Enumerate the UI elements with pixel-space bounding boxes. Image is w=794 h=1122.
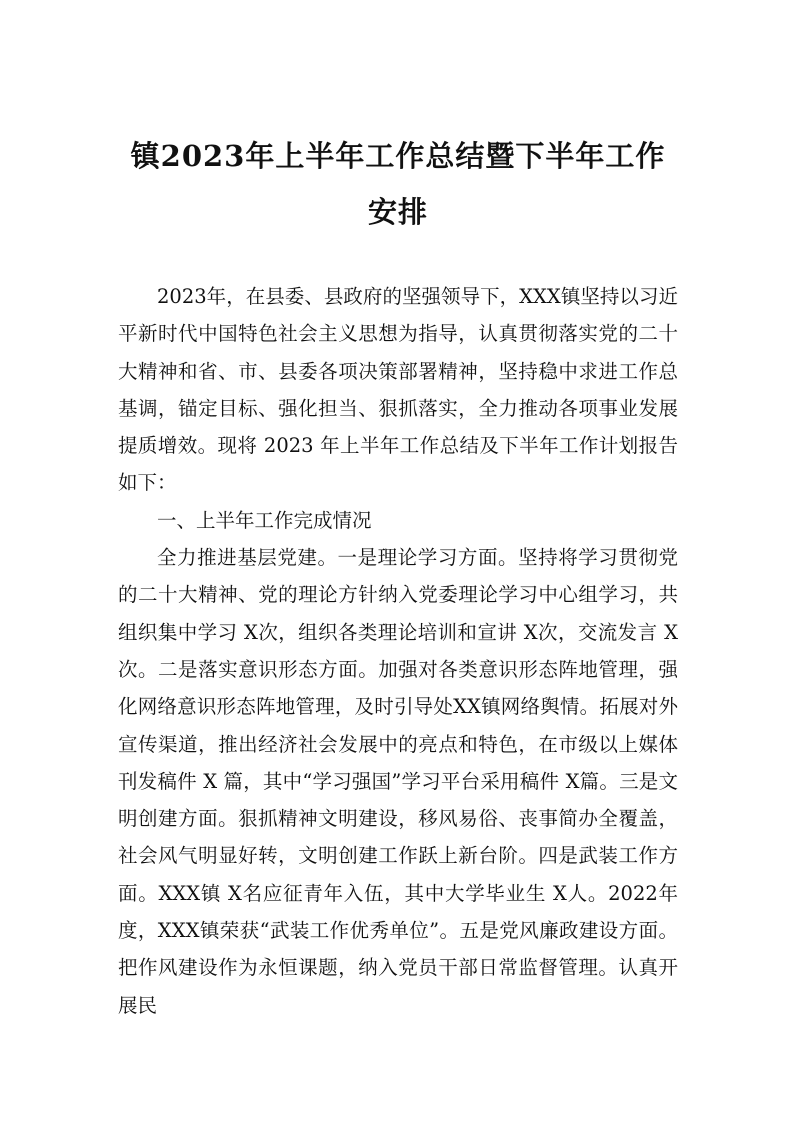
paragraph-intro: 2023年，在县委、县政府的坚强领导下，XXX镇坚持以习近平新时代中国特色社会主义思想为指导，认真贯彻落实党的二十大精神和省、市、县委各项决策部署精神，坚持稳中求进工作总基调，锚定目标、强化担当、狠抓落实，全力推动各项事业发展提质增效。现将 2023 年上半年工作总结及下半年工作计划报告如下： bbox=[118, 285, 678, 495]
section-heading: 一、上半年工作完成情况 bbox=[157, 508, 372, 532]
document-body bbox=[118, 278, 678, 1024]
document-title: 镇2023年上半年工作总结暨下半年工作安排 bbox=[130, 139, 666, 229]
paragraph-party-building: 全力推进基层党建。一是理论学习方面。坚持将学习贯彻党的二十大精神、党的理论方针纳入党委理论学习中心组学习，共组织集中学习 X次，组织各类理论培训和宣讲 X次，交流发言 X次。二是落实意识形态方面。加强对各类意识形态阵地管理，强化网络意识形态阵地管理，及时引导处XX镇网络舆情。拓展对外宣传渠道，推出经济社会发展中的亮点和特色，在市级以上媒体刊发稿件 X 篇，其中“学习强国”学习平台采用稿件 X篇。三是文明创建方面。狠抓精神文明建设，移风易俗、丧事简办全覆盖，社会风气明显好转，文明创建工作跃上新台阶。四是武装工作方面。XXX镇 X名应征青年入伍，其中大学毕业生 X人。2022年度，XXX镇荣获“武装工作优秀单位”。五是党风廉政建设方面。把作风建设作为永恒课题，纳入党员干部日常监督管理。认真开展民 bbox=[118, 546, 678, 1017]
